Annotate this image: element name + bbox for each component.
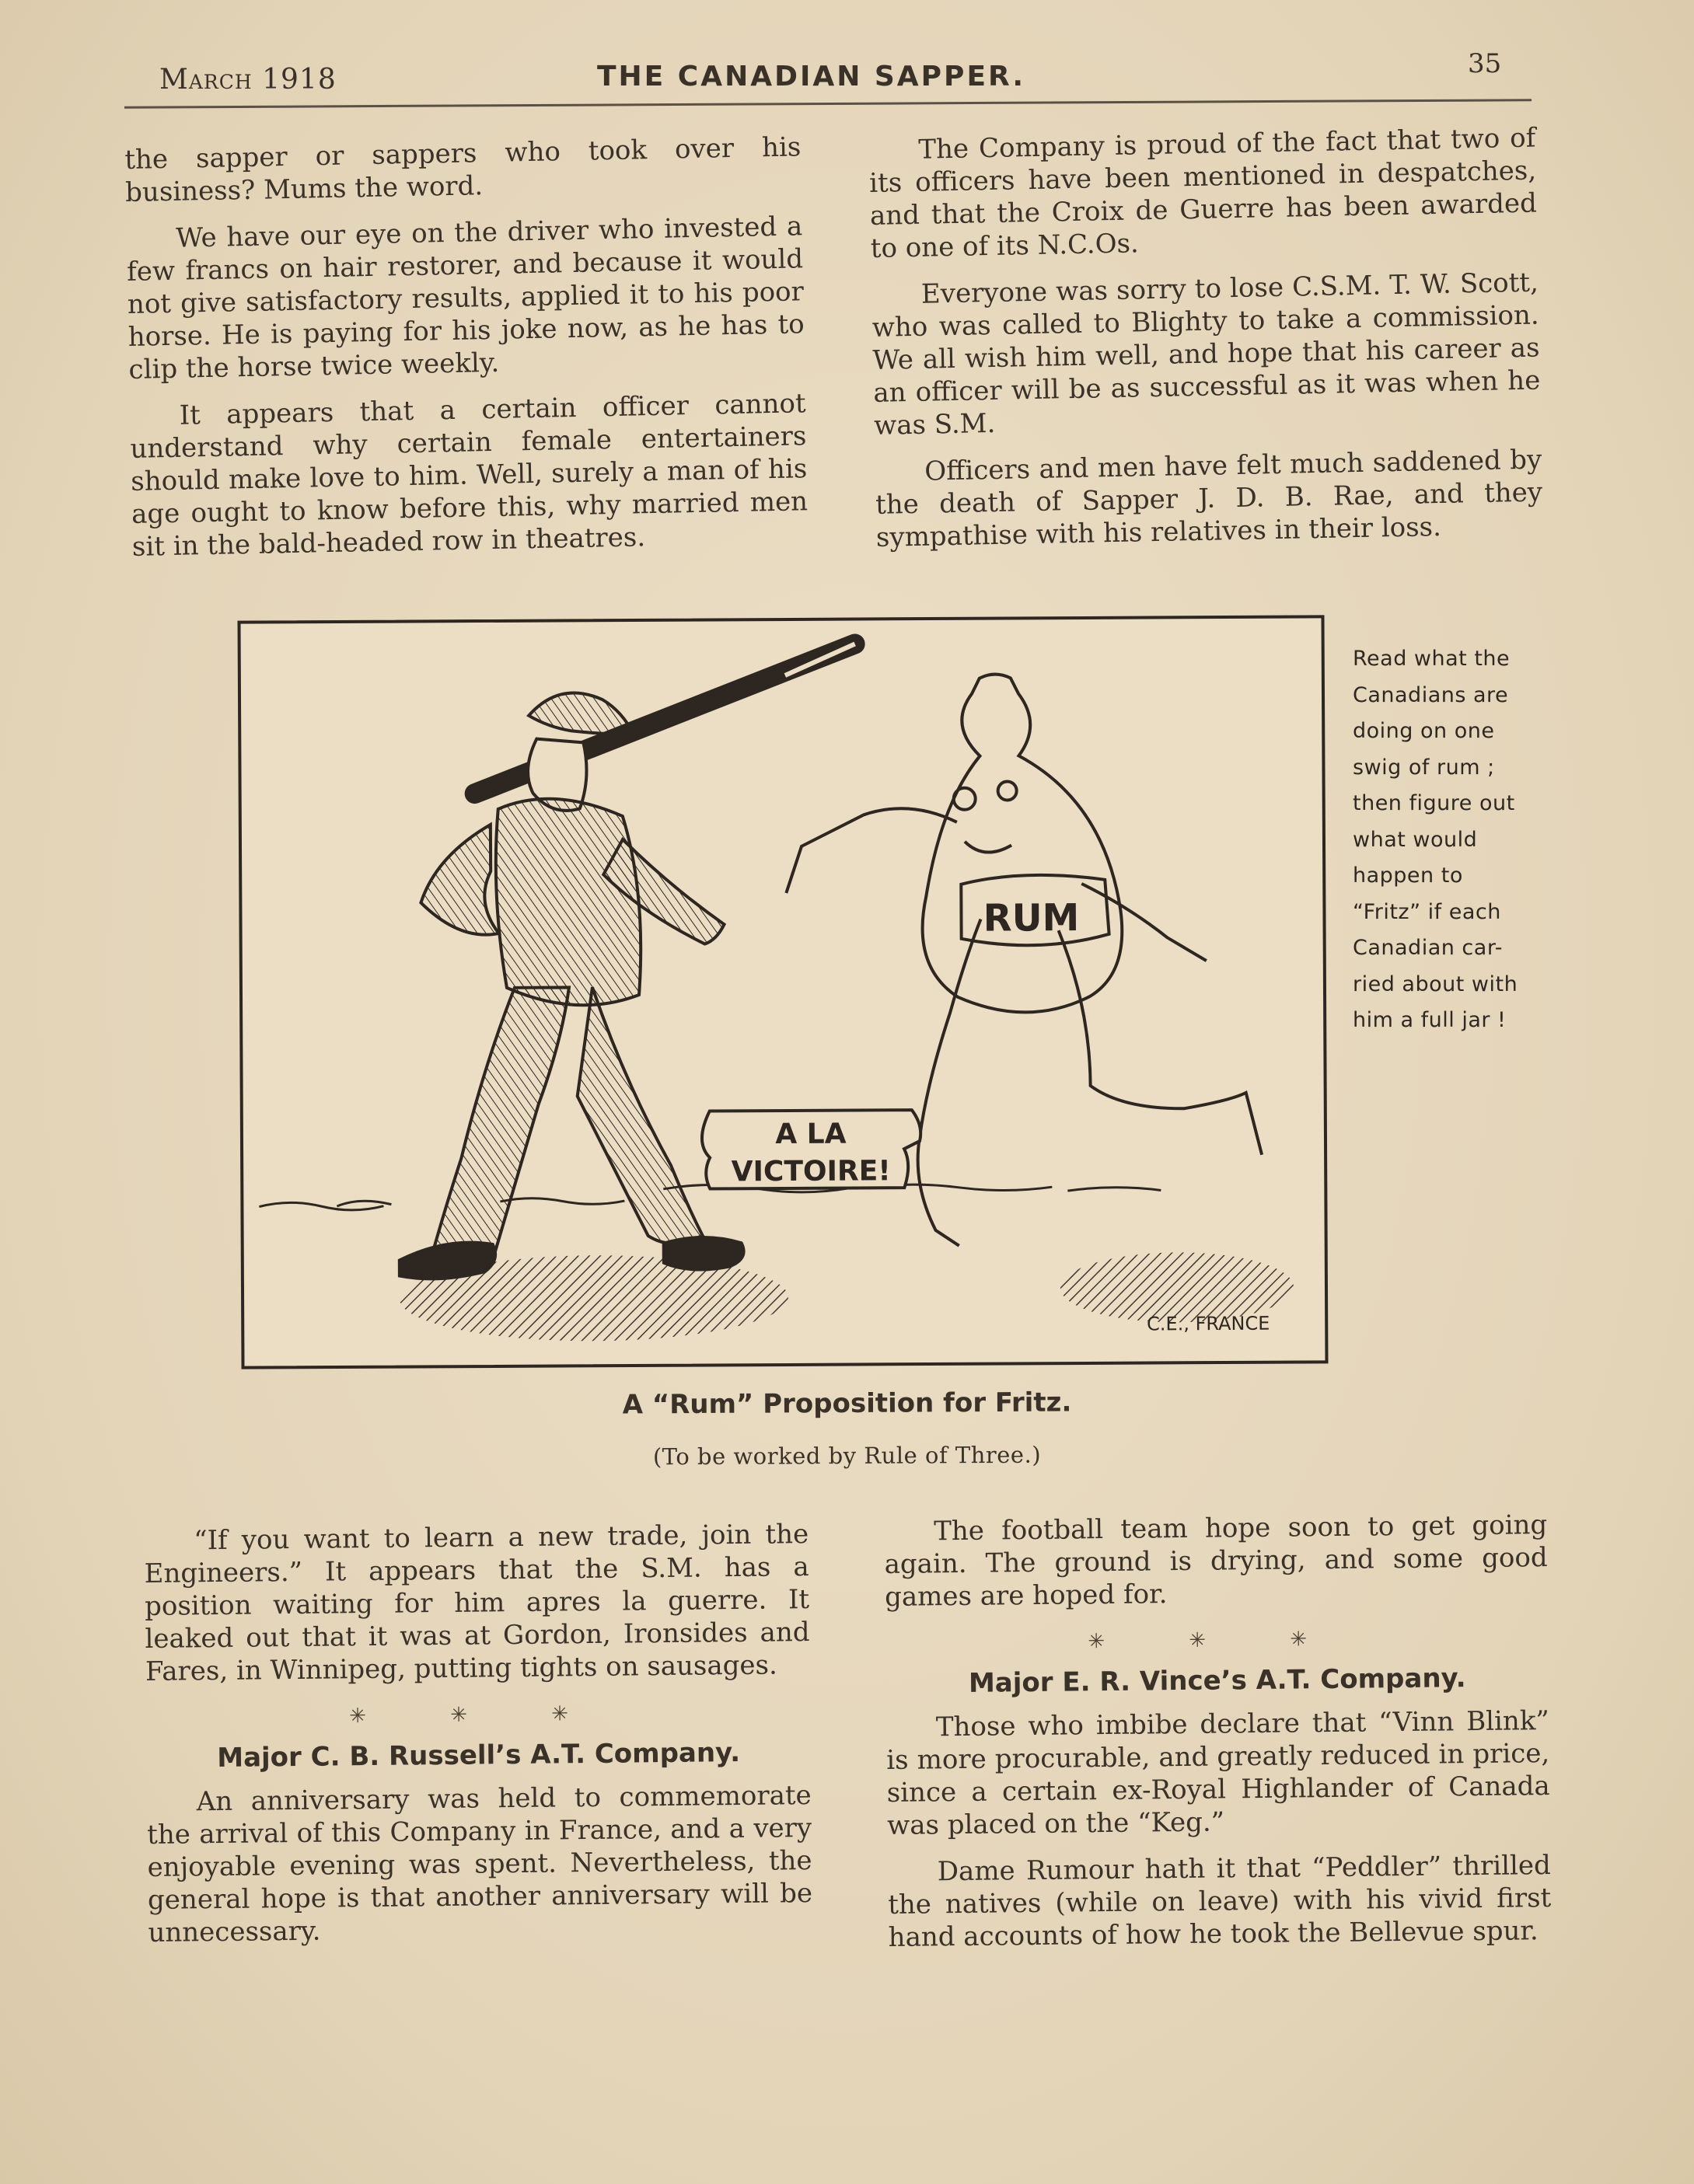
soldier-figure [396, 692, 744, 1279]
side-note-line: ried about with [1353, 972, 1518, 996]
side-note-line: “Fritz” if each [1353, 899, 1501, 924]
header-rule [124, 99, 1532, 108]
side-note-line: Read what the [1353, 647, 1511, 671]
paragraph: We have our eye on the driver who invested a few francs on hair restorer, and because it would not give satisfactory results, applied it to his poor horse. He is paying for his joke now, as he has to clip the horse twice weekly. [126, 211, 805, 386]
section-separator: ✳ ✳ ✳ [348, 1701, 608, 1729]
paragraph: An anniversary was held to commemorate the arrival of this Company in France, and a very enjoyable evening was spent. Nevertheless, the general hope is that another anniversary will be unnecessary. [146, 1780, 813, 1949]
paragraph: Those who imbibe declare that “Vinn Blink” is more procurable, and greatly reduced in price, since a certain ex-Royal Highlander of Canada was placed on the “Keg.” [886, 1705, 1550, 1841]
top-left-column [124, 131, 809, 577]
top-right-column [868, 122, 1544, 568]
paragraph: Everyone was sorry to lose C.S.M. T. W. Scott, who was called to Blighty to take a commission. We all wish him well, and hope that his career as an officer will be as successful as it was when he was S.M. [871, 267, 1541, 441]
cartoon-drawing [241, 618, 1326, 1366]
cartoon-illustration [237, 615, 1328, 1369]
paragraph: The Company is proud of the fact that two of its officers have been mentioned in despatches, and that the Croix de Guerre has been awarded to one of its N.C.Os. [868, 122, 1538, 264]
paragraph: the sapper or sappers who took over his business? Mums the word. [124, 131, 802, 208]
bottom-left-column [144, 1518, 813, 1963]
artist-signature: C.E., FRANCE [1147, 1312, 1270, 1335]
cartoon-caption: A “Rum” Proposition for Fritz. [622, 1387, 1072, 1421]
section-separator: ✳ ✳ ✳ [1088, 1627, 1346, 1654]
section-heading: Major C. B. Russell’s A.T. Company. [217, 1736, 741, 1774]
page-number: 35 [1468, 48, 1502, 79]
side-note-line: Canadians are [1353, 682, 1509, 707]
cartoon-subcaption: (To be worked by Rule of Three.) [652, 1441, 1042, 1471]
paragraph: Officers and men have felt much saddened by the death of Sapper J. D. B. Rae, and they sympathise with his relatives in their loss. [875, 444, 1543, 553]
sign-line-1: A LA [775, 1118, 847, 1151]
cartoon-side-note [1353, 641, 1555, 1039]
sign-line-2: VICTOIRE! [731, 1155, 891, 1188]
section-heading: Major E. R. Vince’s A.T. Company. [968, 1662, 1466, 1699]
side-note-line: happen to [1353, 863, 1463, 888]
side-note-line: what would [1353, 827, 1478, 852]
paragraph: The football team hope soon to get going again. The ground is drying, and some good games are hoped for. [884, 1509, 1548, 1613]
paragraph: “If you want to learn a new trade, join the Engineers.” It appears that the S.M. has a position waiting for him apres la guerre. It leaked out that it was at Gordon, Ironsides and Fares, in Winnipeg, putting tights on sausages. [144, 1519, 810, 1687]
side-note-line: swig of rum ; [1353, 755, 1495, 780]
side-note-line: then figure out [1353, 791, 1515, 815]
header-month: March 1918 [159, 64, 337, 96]
side-note-line: doing on one [1353, 719, 1495, 743]
paragraph: It appears that a certain officer cannot understand why certain female entertainers should make love to him. Well, surely a man of his age ought to know before this, why married men sit in the bald-headed row in theatres. [130, 388, 809, 563]
rum-label: RUM [983, 896, 1080, 940]
header-title: THE CANADIAN SAPPER. [597, 61, 1026, 92]
side-note-line: him a full jar ! [1353, 1008, 1507, 1032]
side-note-line: Canadian car- [1353, 936, 1503, 960]
bottom-right-column [884, 1509, 1552, 1968]
paragraph: Dame Rumour hath it that “Peddler” thrilled the natives (while on leave) with his vivid first hand accounts of how he took the Bellevue spur. [888, 1850, 1552, 1953]
